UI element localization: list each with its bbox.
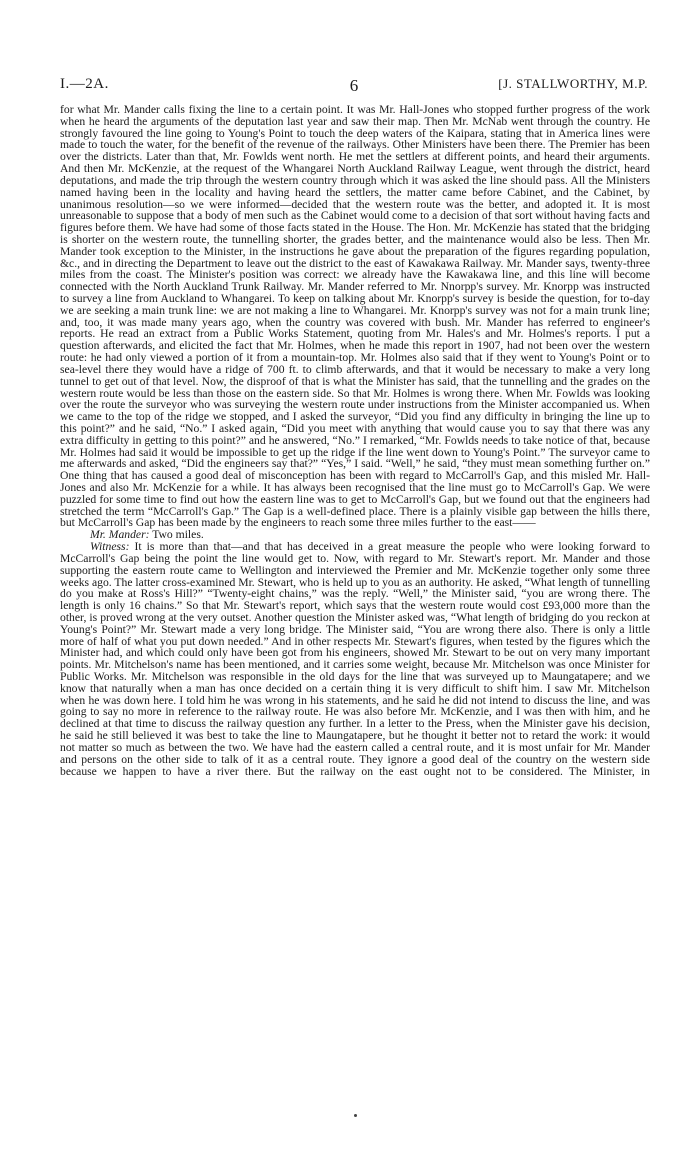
speaker-label: Witness: (90, 540, 130, 554)
paragraph-witness (60, 541, 650, 777)
paragraph-text: Two miles. (152, 528, 204, 542)
paper-reference: I.—2A. (60, 76, 109, 92)
paragraph-main (60, 104, 650, 529)
paragraph-text: It is more than that—and that has deceived in a great measure the people who were looking forward to McCarroll's Gap being the point the line would get to. Now, with regard to Mr. Stewart's report. Mr. Mander and those supporting the eastern route came to Wellington and interviewed the Premier and Mr. McKenzie together only some three weeks ago. The latter cross-examined Mr. Stewart, who is held up to you as an authority. He asked, “What length of tunnelling do you make at Ross's Hill?” “Twenty-eight chains,” was the reply. “Well,” the Minister said, “you are wrong there. The length is only 16 chains.” So that Mr. Stewart's report, which says that the western route would cost £93,000 more than the other, is proved wrong at the very outset. Another question the Minister asked was, “What length of bridging do you reckon at Young's Point?” Mr. Stewart made a very long bridge. The Minister said, “You are wrong there also. There is only a little more of half of what you put down needed.” And in other respects Mr. Stewart's figures, when tested by the figures which the Minister had, and which could only have been got from his engineers, showed Mr. Stewart to be out on very many important points. Mr. Mitchelson's name has been mentioned, and it carries some weight, because Mr. Mitchelson was once Minister for Public Works. Mr. Mitchelson was responsible in the old days for the line that was surveyed up to Maungatapere; and we know that naturally when a man has once decided on a certain thing it is very difficult to shift him. I saw Mr. Mitchelson when he was down here. I told him he was wrong in his statements, and he said he did not intend to discuss the line, and was going to say no more in reference to the railway route. He was also before Mr. McKenzie, and I was then with him, and he declined at that time to discuss the railway question any further. In a letter to the Press, when the Minister gave his decision, he said he still believed it was best to take the line to Maungatapere, but he thought it better not to retard the work: it would not matter so much as between the two. We have had the eastern called a central route, and it is most unfair for Mr. Mander and persons on the other side to talk of it as a central route. They ignore a good deal of the country on the western side because we happen to have a river there. But the railway on the east ought not to be considered. The Minister, in (60, 540, 650, 778)
paragraph-text: for what Mr. Mander calls fixing the line to a certain point. It was Mr. Hall-Jones who stopped further progress of the work when he heard the arguments of the deputation last year and saw their map. Then Mr. McNab went through the country. He strongly favoured the line going to Young's Point to touch the deep waters of the Kaipara, stating that in America lines were made to touch the water, for the benefit of the revenue of the railways. Other Ministers have been there. The Premier has been over the districts. Later than that, Mr. Fowlds went north. He met the settlers at different points, and heard their arguments. And then Mr. McKenzie, at the request of the Whangarei North Auckland Railway League, went through the district, heard deputations, and made the trip through the western country through which it was asked the line should pass. All the Ministers named having been in the locality and having heard the settlers, the matter came before Cabinet, and the Cabinet, by unanimous resolution—so we were informed—decided that the western route was the better, and adopted it. It is most unreasonable to suppose that a body of men such as the Cabinet would come to a decision of that sort without having facts and figures before them. We have had some of those facts stated in the House. The Hon. Mr. McKenzie has stated that the bridging is shorter on the western route, the tunnelling shorter, the grades better, and the maintenance would also be less. Then Mr. Mander took exception to the Minister, in the instructions he gave about the preparation of the figures regarding population, &c., and in directing the Department to leave out the district to the east of Kawakawa Railway. Mr. Mander says, twenty-three miles from the coast. The Minister's position was correct: we already have the Kawakawa line, and this line will become connected with the North Auckland Trunk Railway. Mr. Mander referred to Mr. Nnorpp's survey. Mr. Knorpp was instructed to survey a line from Auckland to Whangarei. To keep on talking about Mr. Knorpp's survey is beside the question, for to-day we are seeking a main trunk line: we are not making a line to Whangarei. Mr. Knorpp's survey was not for a main trunk line; and, too, it was made many years ago, when the country was covered with bush. Mr. Mander has referred to engineer's reports. He read an extract from a Public Works Statement, quoting from Mr. Hales's and Mr. Holmes's reports. I put a question afterwards, and elicited the fact that Mr. Holmes, when he made this report in 1907, had not been over the western route: he had only viewed a portion of it from a mountain-top. Mr. Holmes also said that if they went to Young's Point or to sea-level there they would have a ridge of 700 ft. to climb afterwards, and that it would be necessary to make a very long tunnel to get out of that level. Now, the disproof of that is what the Minister has said, that the tunnelling and the grades on the western route would be less than those on the eastern side. So that Mr. Holmes is wrong there. When Mr. Fowlds was looking over the route the surveyor who was surveying the western route under instructions from the Minister accompanied us. When we came to the top of the ridge we stopped, and I asked the surveyor, “Did you find any difficulty in bringing the line up to this point?” and he said, “No.” I asked again, “Did you meet with anything that would cause you to say that there was any extra difficulty in getting to this point?” and he answered, “No.” I remarked, “Mr. Fowlds needs to take notice of that, because Mr. Holmes had said it would be impossible to get up the ridge if the line went down to Young's Point.” The surveyor came to me afterwards and asked, “Did the engineers say that?” “Yes,” I said. “Well,” he said, “they must mean something further on.” One thing that has caused a good deal of misconception has been with regard to McCarroll's Gap, and this misled Mr. Hall-Jones and also Mr. McKenzie for a while. It has always been recognised that the line must go to McCarroll's Gap. We were puzzled for some time to find out how the eastern line was to get to McCarroll's Gap, but we found out that the engineers had stretched the term “McCarroll's Gap.” The Gap is a well-defined place. There is a plainly visible gap between the hills there, but McCarroll's Gap has been made by the engineers to reach some three miles further to the east—— (60, 103, 650, 530)
page-header (60, 76, 648, 96)
page-number: 6 (349, 76, 359, 95)
page-body (60, 104, 650, 777)
speaker-label: Mr. Mander: (90, 528, 150, 542)
print-mark (354, 1114, 357, 1117)
witness-name: [J. STALLWORTHY, M.P. (498, 76, 648, 91)
